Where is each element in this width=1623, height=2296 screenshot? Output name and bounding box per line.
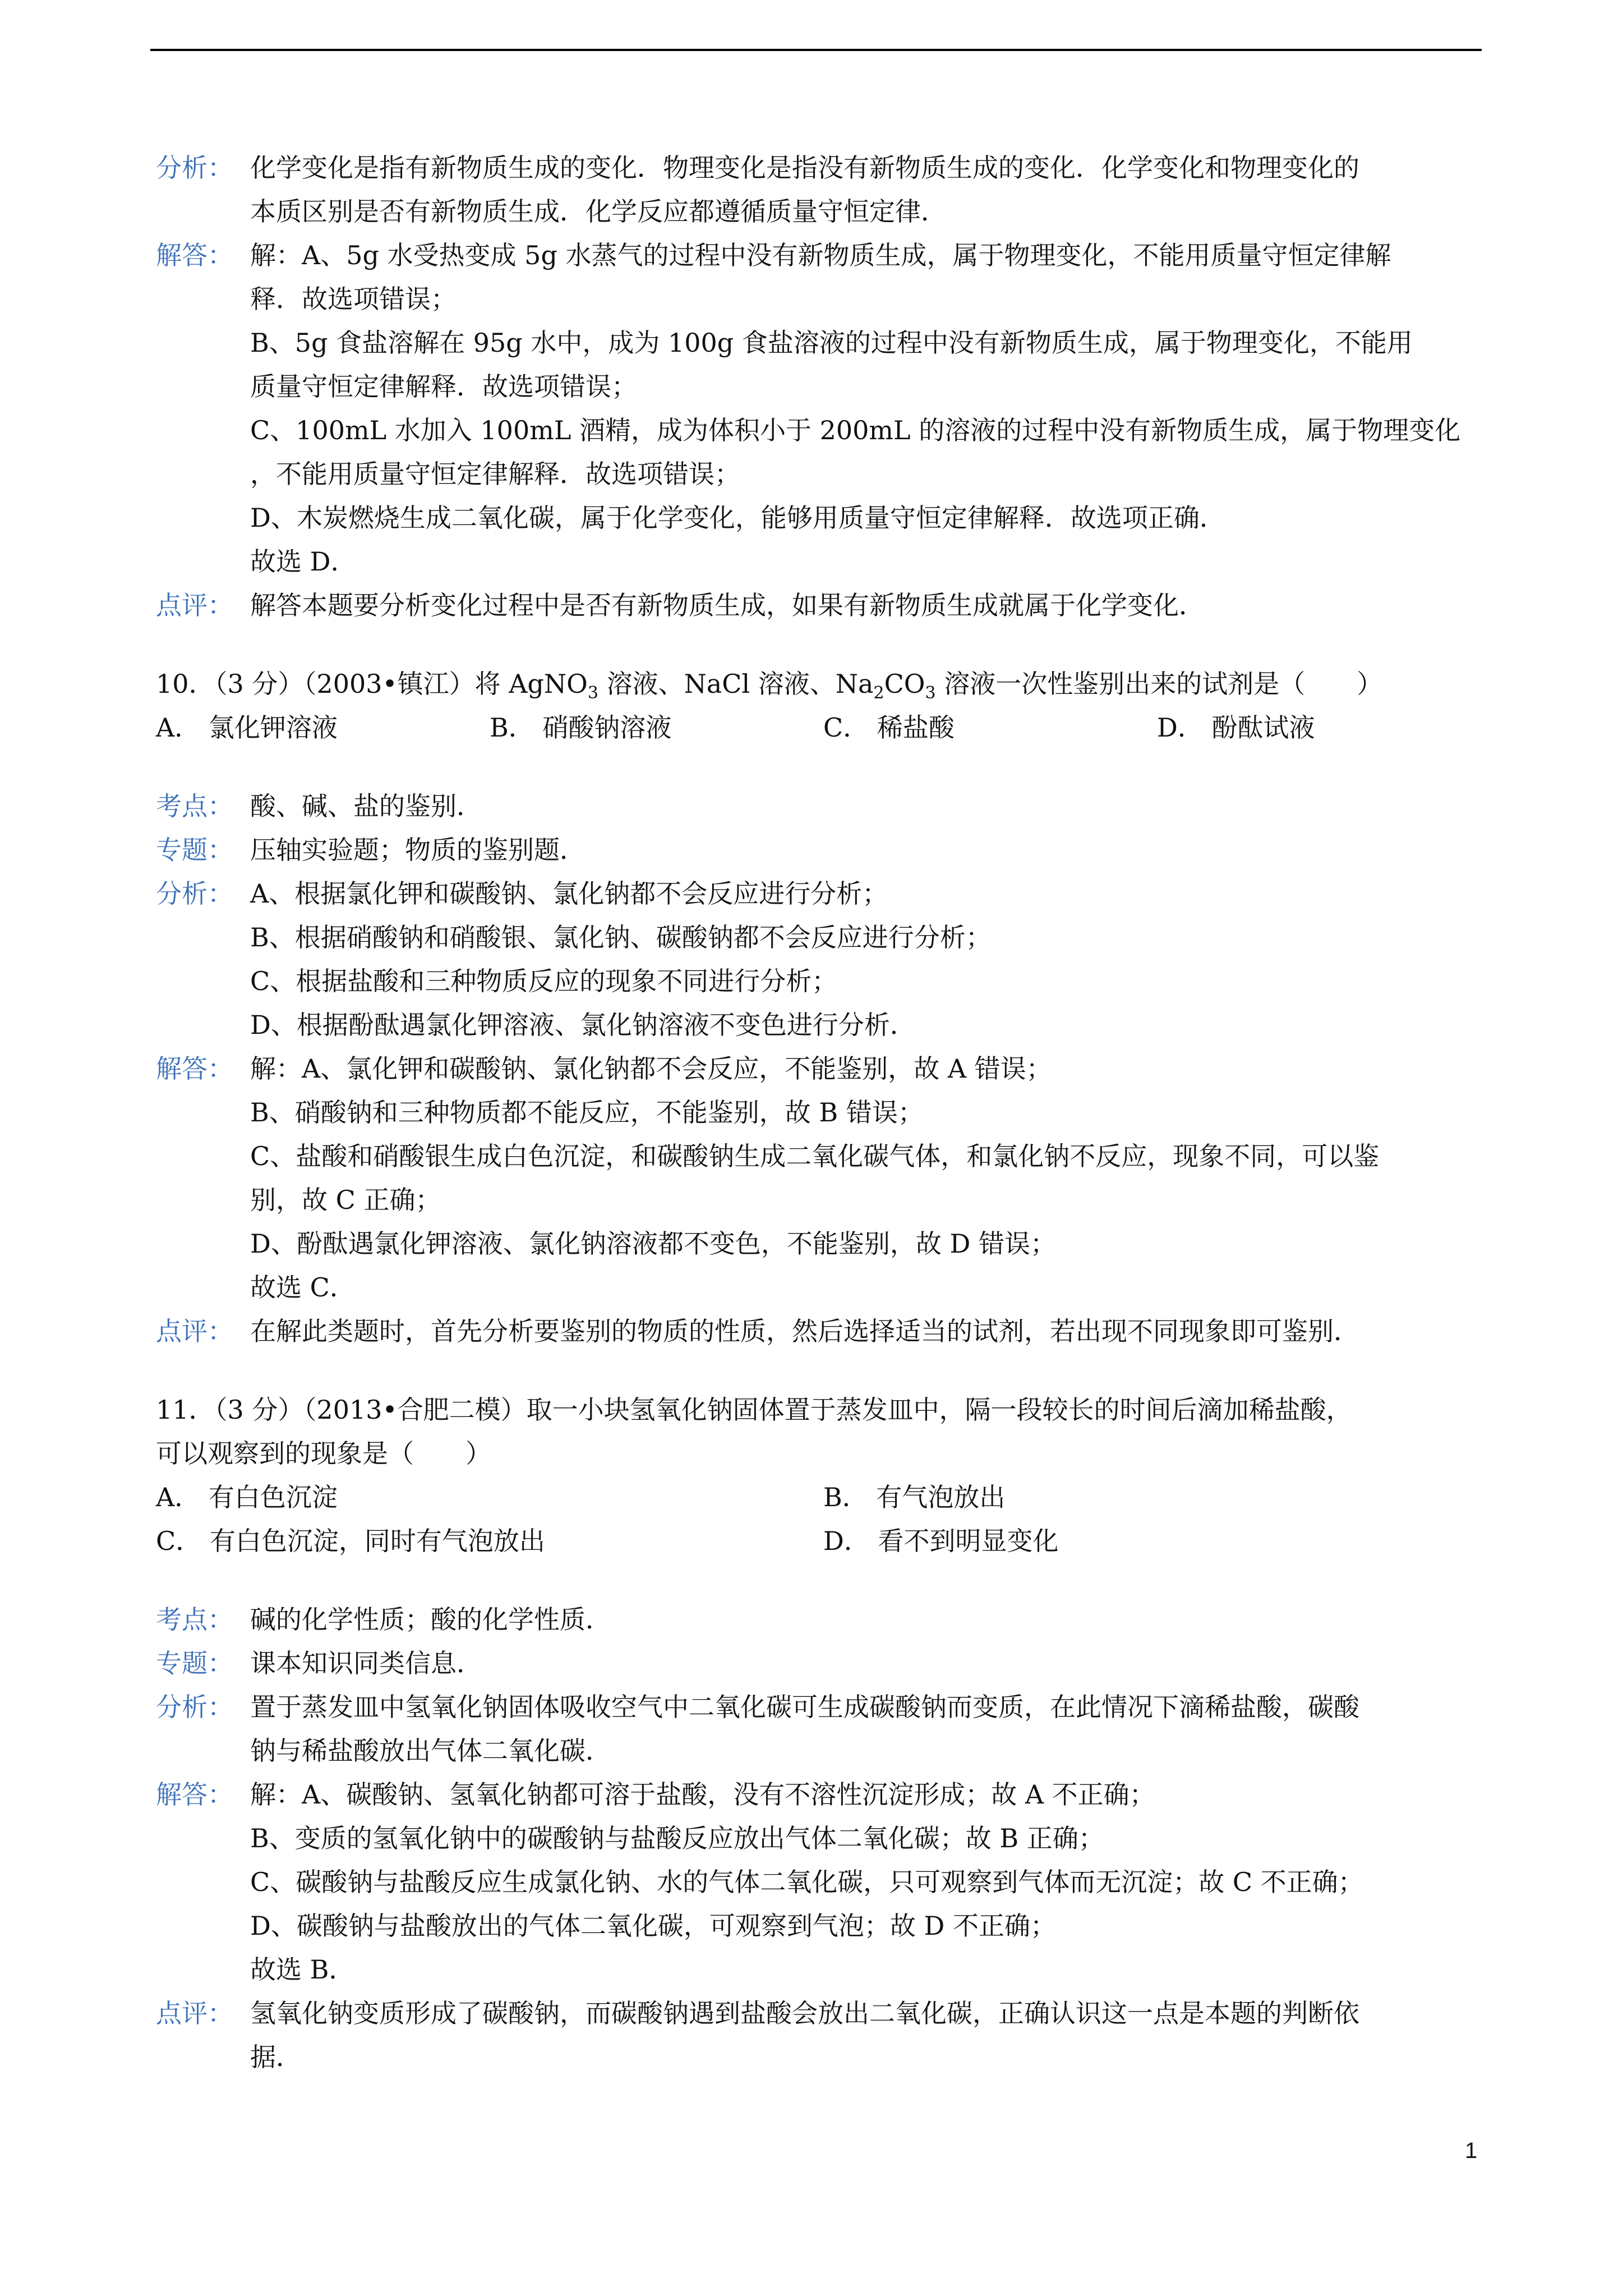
option-c: C． 有白色沉淀，同时有气泡放出 xyxy=(156,1526,545,1556)
text-line: 碱的化学性质；酸的化学性质． xyxy=(250,1604,611,1635)
text-line: D、碳酸钠与盐酸放出的气体二氧化碳，可观察到气泡；故 D 不正确； xyxy=(250,1911,1057,1941)
text-line: B、硝酸钠和三种物质都不能反应，不能鉴别，故 B 错误； xyxy=(250,1097,924,1128)
q11-analysis xyxy=(156,1685,1491,1773)
q11-zhuanti xyxy=(156,1641,1491,1685)
text-line: 氢氧化钠变质形成了碳酸钠，而碳酸钠遇到盐酸会放出二氧化碳，正确认识这一点是本题的判断依 xyxy=(250,1998,1359,2028)
text-line: 解：A、氯化钾和碳酸钠、氯化钠都不会反应，不能鉴别，故 A 错误； xyxy=(250,1053,1052,1084)
text-line: ，不能用质量守恒定律解释．故选项错误； xyxy=(250,459,740,489)
stem-text: 可以观察到的现象是（ ） xyxy=(156,1438,491,1469)
analysis-label: 分析： xyxy=(156,153,233,183)
text-line: 据． xyxy=(250,2042,302,2072)
q9-comment xyxy=(156,583,1491,627)
spacer xyxy=(156,749,1491,784)
text-line: 在解此类题时，首先分析要鉴别的物质的性质，然后选择适当的试剂，若出现不同现象即可鉴别． xyxy=(250,1316,1359,1346)
q10-answer xyxy=(156,1047,1491,1309)
text-line: D、木炭燃烧生成二氧化碳，属于化学变化，能够用质量守恒定律解释．故选项正确． xyxy=(250,503,1225,533)
q11-stem xyxy=(156,1388,1491,1475)
text-line: B、根据硝酸钠和硝酸银、氯化钠、碳酸钠都不会反应进行分析； xyxy=(250,922,992,953)
text-line: 质量守恒定律解释．故选项错误； xyxy=(250,371,637,402)
zhuanti-label: 专题： xyxy=(156,835,233,865)
q10-kaodian xyxy=(156,784,1491,828)
text-line: 故选 D． xyxy=(250,546,357,577)
answer-label: 解答： xyxy=(156,240,233,270)
spacer xyxy=(156,627,1491,662)
spacer xyxy=(156,1353,1491,1388)
text-line: 本质区别是否有新物质生成．化学反应都遵循质量守恒定律． xyxy=(250,196,947,227)
q10-comment xyxy=(156,1309,1491,1353)
text-line: 故选 B． xyxy=(250,1954,355,1985)
subscript: 3 xyxy=(925,683,936,703)
text-line: D、酚酞遇氯化钾溶液、氯化钠溶液都不变色，不能鉴别，故 D 错误； xyxy=(250,1228,1057,1259)
subscript: 2 xyxy=(873,683,884,703)
option-d: D． 看不到明显变化 xyxy=(823,1526,1059,1556)
stem-text: 溶液、NaCl 溶液、Na xyxy=(598,669,874,699)
text-line: 置于蒸发皿中氢氧化钠固体吸收空气中二氧化碳可生成碳酸钠而变质，在此情况下滴稀盐酸，碳酸 xyxy=(250,1692,1359,1722)
page-number: 1 xyxy=(1465,2138,1478,2163)
stem-text: 10．（3 分）（2003•镇江）将 AgNO xyxy=(156,669,588,699)
stem-text: 溶液一次性鉴别出来的试剂是（ ） xyxy=(935,669,1383,699)
answer-label: 解答： xyxy=(156,1053,233,1084)
answer-label: 解答： xyxy=(156,1779,233,1810)
q11-options xyxy=(156,1475,1491,1563)
q11-kaodian xyxy=(156,1598,1491,1641)
q9-analysis xyxy=(156,146,1491,233)
text-line: 钠与稀盐酸放出气体二氧化碳． xyxy=(250,1736,611,1766)
comment-label: 点评： xyxy=(156,590,233,620)
q10-stem xyxy=(156,662,1491,706)
text-line: 解：A、碳酸钠、氢氧化钠都可溶于盐酸，没有不溶性沉淀形成；故 A 不正确； xyxy=(250,1779,1155,1810)
option-b: B． 硝酸钠溶液 xyxy=(490,712,672,743)
stem-text: 11．（3 分）（2013•合肥二模）取一小块氢氧化钠固体置于蒸发皿中，隔一段较长的时间后滴加稀盐酸， xyxy=(156,1395,1352,1425)
option-a: A． 有白色沉淀 xyxy=(156,1482,338,1512)
text-line: 酸、碱、盐的鉴别． xyxy=(250,791,482,821)
text-line: D、根据酚酞遇氯化钾溶液、氯化钠溶液不变色进行分析． xyxy=(250,1010,916,1040)
analysis-label: 分析： xyxy=(156,1692,233,1722)
analysis-label: 分析： xyxy=(156,878,233,909)
text-line: C、根据盐酸和三种物质反应的现象不同进行分析； xyxy=(250,966,838,996)
comment-label: 点评： xyxy=(156,1998,233,2028)
text-line: 故选 C． xyxy=(250,1272,356,1303)
q10-analysis xyxy=(156,872,1491,1047)
q9-answer xyxy=(156,233,1491,583)
q11-answer xyxy=(156,1773,1491,1991)
comment-label: 点评： xyxy=(156,1316,233,1346)
option-a: A． 氯化钾溶液 xyxy=(156,712,338,743)
text-line: 压轴实验题；物质的鉴别题． xyxy=(250,835,585,865)
kaodian-label: 考点： xyxy=(156,791,233,821)
text-line: 释．故选项错误； xyxy=(250,284,457,314)
q10-zhuanti xyxy=(156,828,1491,872)
option-d: D． 酚酞试液 xyxy=(1157,712,1315,743)
spacer xyxy=(156,1563,1491,1598)
text-line: 化学变化是指有新物质生成的变化．物理变化是指没有新物质生成的变化．化学变化和物理变化的 xyxy=(250,153,1359,183)
text-line: 课本知识同类信息． xyxy=(250,1648,482,1678)
document-page xyxy=(156,146,1491,2079)
subscript: 3 xyxy=(587,683,598,703)
text-line: C、100mL 水加入 100mL 酒精，成为体积小于 200mL 的溶液的过程中没有新物质生成，属于物理变化 xyxy=(250,415,1461,445)
text-line: C、碳酸钠与盐酸反应生成氯化钠、水的气体二氧化碳，只可观察到气体而无沉淀；故 C 不正确； xyxy=(250,1867,1364,1897)
stem-text: CO xyxy=(884,669,925,699)
kaodian-label: 考点： xyxy=(156,1604,233,1635)
option-c: C． 稀盐酸 xyxy=(823,712,955,743)
header-rule xyxy=(150,49,1482,51)
zhuanti-label: 专题： xyxy=(156,1648,233,1678)
q10-options xyxy=(156,706,1491,749)
text-line: B、5g 食盐溶解在 95g 水中，成为 100g 食盐溶液的过程中没有新物质生成，属于物理变化，不能用 xyxy=(250,328,1413,358)
q11-comment xyxy=(156,1991,1491,2079)
text-line: B、变质的氢氧化钠中的碳酸钠与盐酸反应放出气体二氧化碳；故 B 正确； xyxy=(250,1823,1104,1853)
text-line: 别，故 C 正确； xyxy=(250,1185,441,1215)
text-line: 解答本题要分析变化过程中是否有新物质生成，如果有新物质生成就属于化学变化． xyxy=(250,590,1205,620)
option-b: B． 有气泡放出 xyxy=(823,1482,1006,1512)
text-line: C、盐酸和硝酸银生成白色沉淀，和碳酸钠生成二氧化碳气体，和氯化钠不反应，现象不同，可以鉴 xyxy=(250,1141,1380,1171)
text-line: A、根据氯化钾和碳酸钠、氯化钠都不会反应进行分析； xyxy=(250,878,888,909)
text-line: 解：A、5g 水受热变成 5g 水蒸气的过程中没有新物质生成，属于物理变化，不能用质量守恒定律解 xyxy=(250,240,1391,270)
